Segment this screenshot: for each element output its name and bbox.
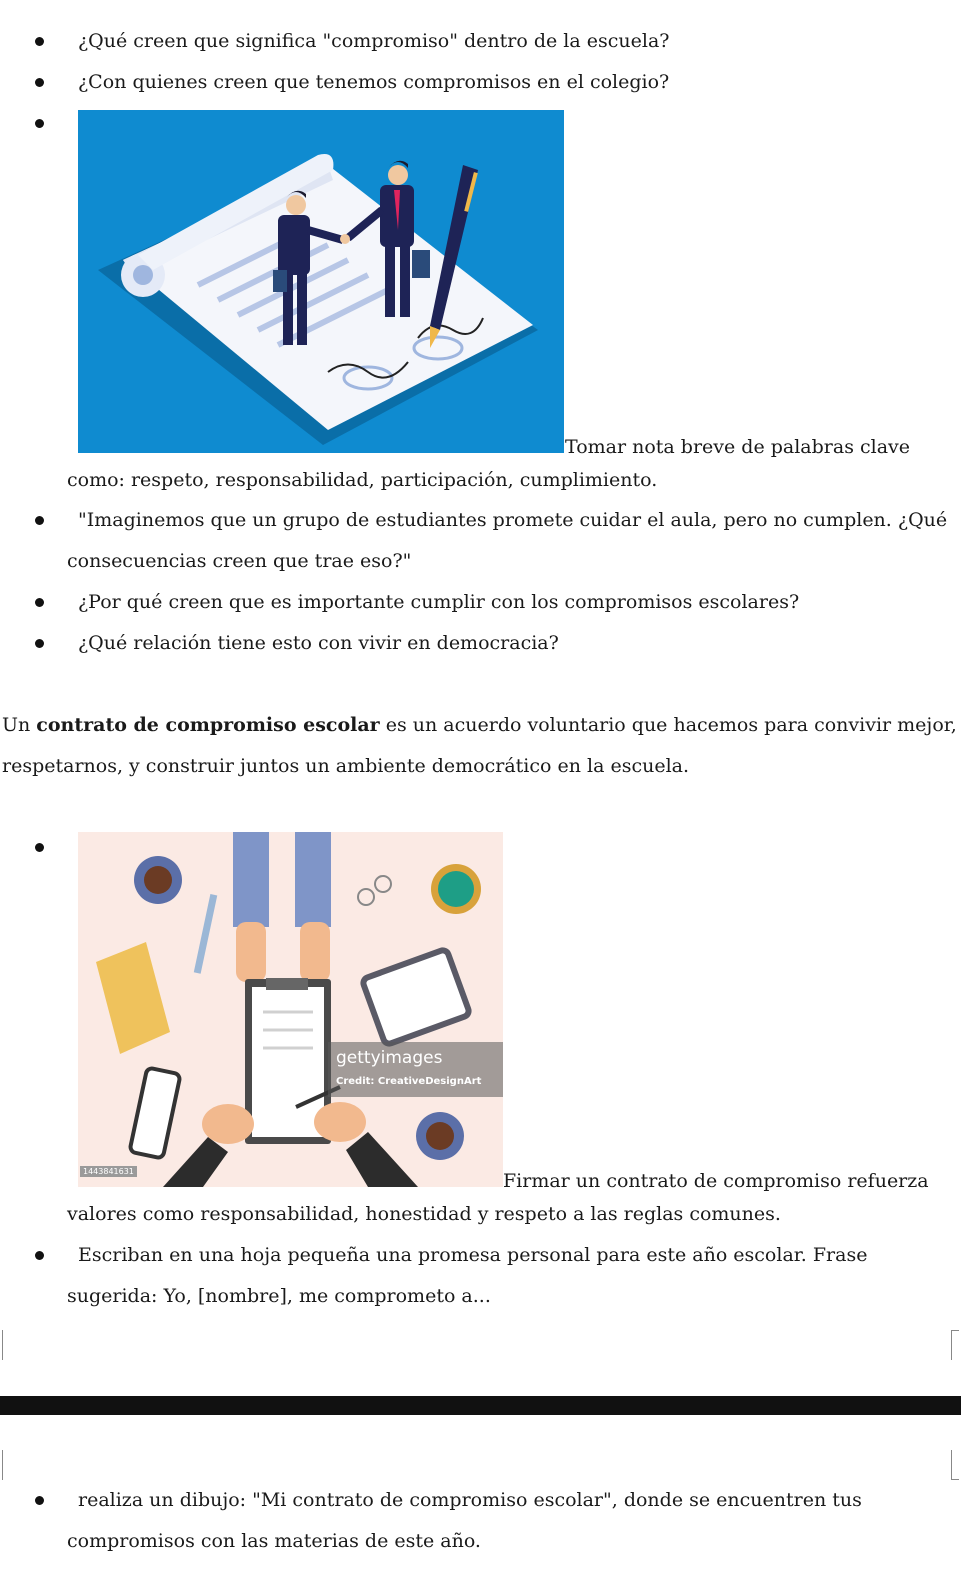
page-corner-mark [2,1330,3,1360]
page-corner-mark [951,1479,959,1480]
watermark-overlay [328,1042,503,1097]
bullet-dot [35,78,44,87]
watermark-title: gettyimages [336,1048,443,1068]
definition-rest: es un acuerdo voluntario que hacemos para convivir mejor, [379,714,957,736]
instruction-text: como: respeto, responsabilidad, participación, cumplimiento. [67,469,658,491]
bullet-dot [35,516,44,525]
handshake-contract-illustration [78,110,564,453]
page-corner-mark [951,1330,952,1360]
contract-signing-illustration [78,832,503,1187]
definition-paragraph [2,714,957,736]
page-corner-mark [951,1330,959,1331]
drawing-text: realiza un dibujo: "Mi contrato de compromiso escolar", donde se encuentren tus [78,1489,862,1511]
drawing-text: compromisos con las materias de este año. [67,1530,481,1552]
page-separator-bar [0,1396,961,1415]
question-text: ¿Qué creen que significa "compromiso" dentro de la escuela? [78,30,670,52]
scenario-text: "Imaginemos que un grupo de estudiantes promete cuidar el aula, pero no cumplen. ¿Qué [78,509,948,531]
definition-term: contrato de compromiso escolar [36,714,380,736]
definition-text: respetarnos, y construir juntos un ambiente democrático en la escuela. [2,755,690,777]
question-text: ¿Con quienes creen que tenemos compromisos en el colegio? [78,71,670,93]
page-corner-mark [951,1450,952,1480]
question-text: ¿Qué relación tiene esto con vivir en democracia? [78,632,559,654]
bullet-dot [35,1251,44,1260]
scenario-text: consecuencias creen que trae eso?" [67,550,412,572]
bullet-dot [35,598,44,607]
image-id-label: 1443841631 [80,1166,137,1177]
promise-text: Escriban en una hoja pequeña una promesa personal para este año escolar. Frase [78,1244,868,1266]
instruction-text: Firmar un contrato de compromiso refuerza [503,1170,929,1192]
bullet-dot [35,1496,44,1505]
bullet-dot [35,37,44,46]
bullet-dot [35,843,44,852]
instruction-text: valores como responsabilidad, honestidad y respeto a las reglas comunes. [67,1203,781,1225]
bullet-dot [35,639,44,648]
page-corner-mark [2,1450,3,1480]
definition-prefix: Un [2,714,37,736]
instruction-text: Tomar nota breve de palabras clave [565,436,911,458]
watermark-credit: Credit: CreativeDesignArt [336,1076,482,1087]
promise-text: sugerida: Yo, [nombre], me comprometo a... [67,1285,491,1307]
bullet-dot [35,119,44,128]
question-text: ¿Por qué creen que es importante cumplir con los compromisos escolares? [78,591,800,613]
